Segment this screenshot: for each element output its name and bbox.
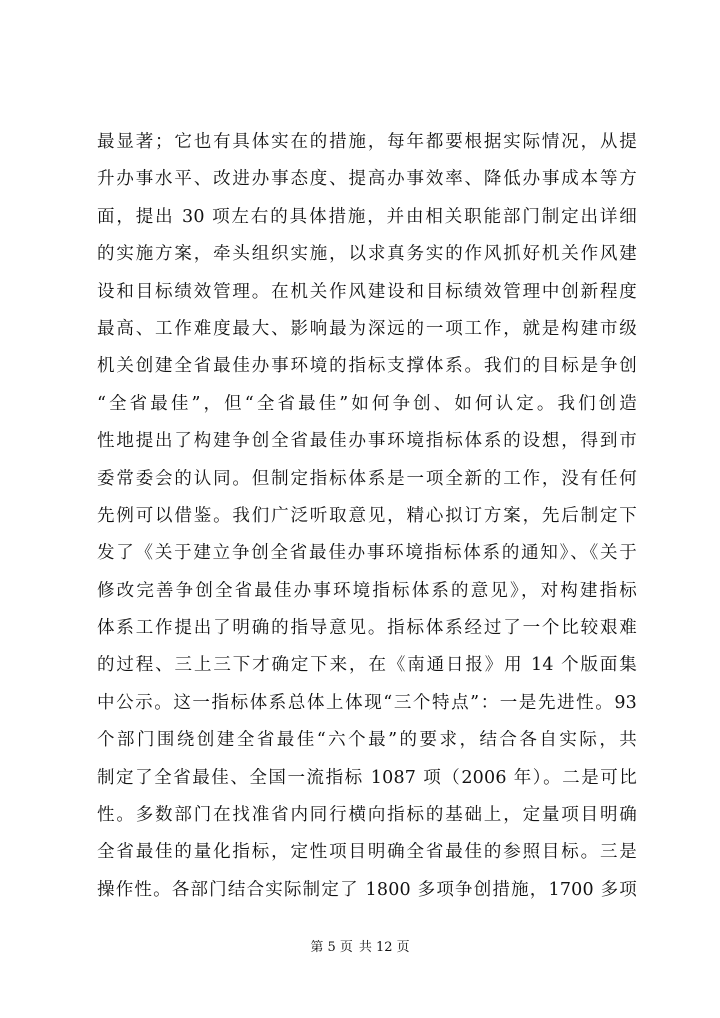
text-line: 升办事水平、改进办事态度、提高办事效率、降低办事成本等方 bbox=[97, 169, 637, 190]
text-line: 全省最佳的量化指标，定性项目明确全省最佳的参照目标。三是 bbox=[97, 842, 637, 863]
text-line: 操作性。各部门结合实际制定了 1800 多项争创措施，1700 多项 bbox=[97, 879, 637, 900]
text-line: 机关创建全省最佳办事环境的指标支撑体系。我们的目标是争创 bbox=[97, 356, 637, 377]
text-line: 先例可以借鉴。我们广泛听取意见，精心拟订方案，先后制定下 bbox=[97, 505, 637, 526]
text-line: 委常委会的认同。但制定指标体系是一项全新的工作，没有任何 bbox=[97, 468, 637, 489]
text-line: 个部门围绕创建全省最佳“六个最”的要求，结合各自实际，共 bbox=[97, 730, 637, 751]
text-line: 设和目标绩效管理。在机关作风建设和目标绩效管理中创新程度 bbox=[97, 281, 637, 302]
text-line: 的实施方案，牵头组织实施，以求真务实的作风抓好机关作风建 bbox=[97, 244, 637, 265]
text-line: 制定了全省最佳、全国一流指标 1087 项（2006 年）。二是可比 bbox=[97, 767, 637, 788]
text-line: 最显著；它也有具体实在的措施，每年都要根据实际情况，从提 bbox=[97, 132, 637, 152]
text-line: 的过程、三上三下才确定下来，在《南通日报》用 14 个版面集 bbox=[97, 655, 637, 676]
body-text bbox=[97, 124, 637, 909]
text-line: 发了《关于建立争创全省最佳办事环境指标体系的通知》、《关于 bbox=[97, 543, 637, 564]
text-line: “全省最佳”，但“全省最佳”如何争创、如何认定。我们创造 bbox=[97, 393, 637, 414]
text-line: 中公示。这一指标体系总体上体现“三个特点”：一是先进性。93 bbox=[97, 692, 637, 713]
text-line: 修改完善争创全省最佳办事环境指标体系的意见》，对构建指标 bbox=[97, 580, 637, 601]
text-line: 性。多数部门在找准省内同行横向指标的基础上，定量项目明确 bbox=[97, 805, 637, 826]
text-line: 最高、工作难度最大、影响最为深远的一项工作，就是构建市级 bbox=[97, 318, 637, 339]
page-number: 第 5 页 bbox=[310, 940, 353, 955]
page-total: 共 12 页 bbox=[358, 940, 410, 955]
text-line: 体系工作提出了明确的指导意见。指标体系经过了一个比较艰难 bbox=[97, 618, 637, 639]
page-footer bbox=[0, 936, 720, 955]
text-line: 性地提出了构建争创全省最佳办事环境指标体系的设想，得到市 bbox=[97, 431, 637, 452]
text-line: 面，提出 30 项左右的具体措施，并由相关职能部门制定出详细 bbox=[97, 206, 637, 227]
